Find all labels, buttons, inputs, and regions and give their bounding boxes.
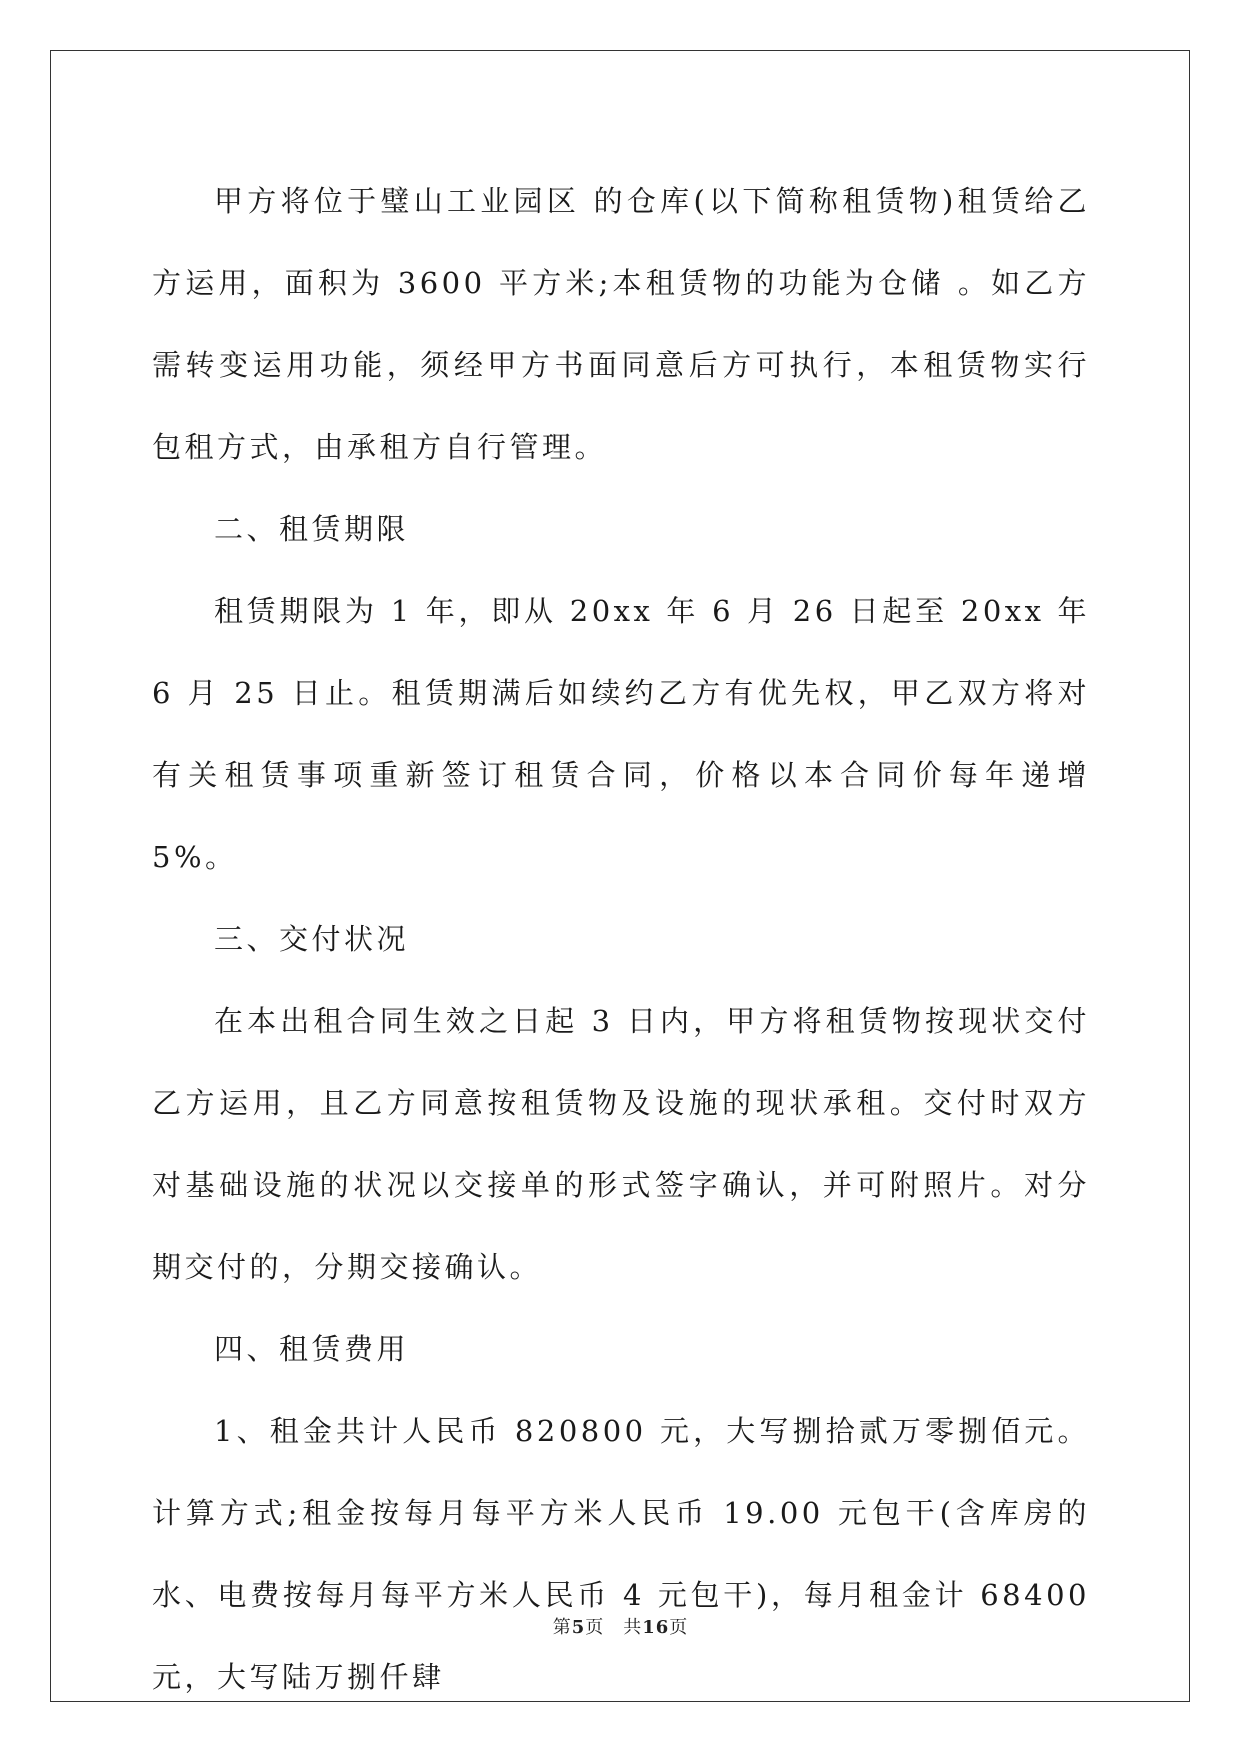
paragraph-lease-fees: 1、租金共计人民币 820800 元，大写捌拾贰万零捌佰元。计算方式;租金按每月每平方米人民币 19.00 元包干(含库房的水、电费按每月每平方米人民币 4 元包干)，每月租金计 68400 元，大写陆万捌仟肆 (152, 1414, 1090, 1694)
current-page-number: 5 (571, 1617, 586, 1638)
section-heading-delivery: 三、交付状况 (214, 922, 410, 956)
paragraph-lease-term: 租赁期限为 1 年，即从 20xx 年 6 月 26 日起至 20xx 年 6 月 25 日止。租赁期满后如续约乙方有优先权，甲乙双方将对有关租赁事项重新签订租赁合同，价格以本合同价每年递增 5%。 (152, 594, 1090, 874)
document-body (152, 160, 1090, 1718)
footer-suffix: 页 (669, 1617, 689, 1638)
paragraph-lease-object: 甲方将位于璧山工业园区 的仓库(以下简称租赁物)租赁给乙方运用，面积为 3600 平方米;本租赁物的功能为仓储 。如乙方需转变运用功能，须经甲方书面同意后方可执行，本租赁物实行包租方式，由承租方自行管理。 (152, 184, 1090, 464)
footer-mid: 页 共 (585, 1617, 643, 1638)
section-heading-lease-term: 二、租赁期限 (214, 512, 410, 546)
section-heading-lease-fees: 四、租赁费用 (214, 1332, 410, 1366)
page-footer (0, 1613, 1241, 1639)
footer-prefix: 第 (552, 1617, 572, 1638)
total-page-number: 16 (642, 1617, 670, 1638)
paragraph-delivery: 在本出租合同生效之日起 3 日内，甲方将租赁物按现状交付乙方运用，且乙方同意按租赁物及设施的现状承租。交付时双方对基础设施的状况以交接单的形式签字确认，并可附照片。对分期交付的，分期交接确认。 (152, 1004, 1090, 1284)
